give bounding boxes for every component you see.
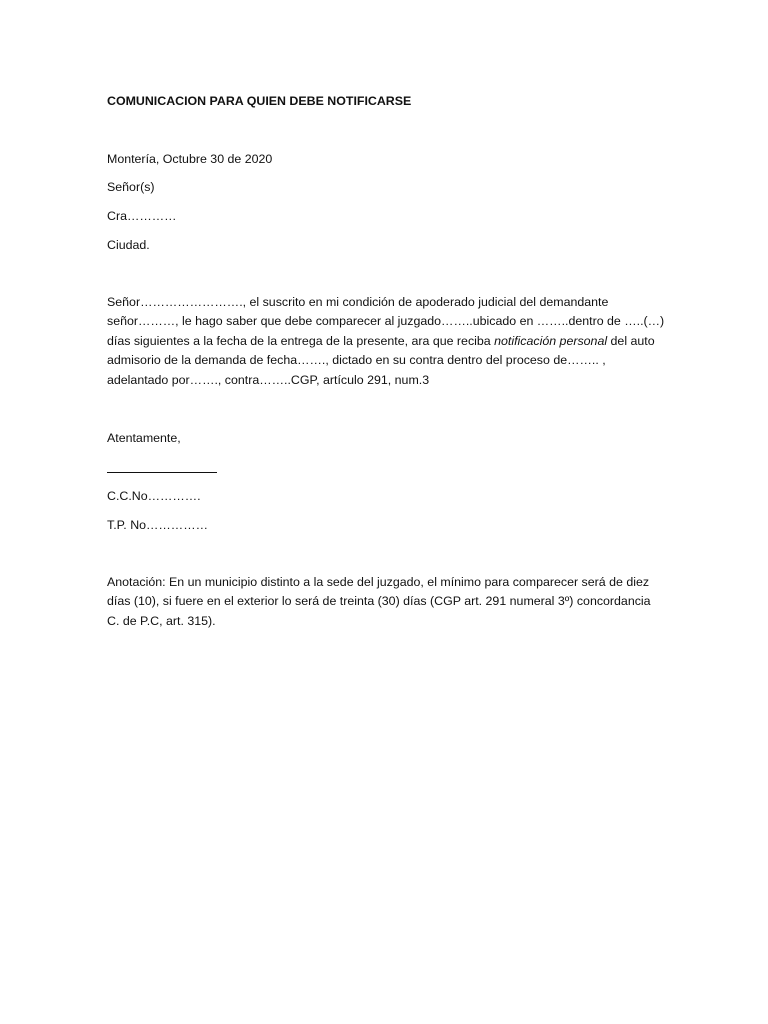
letter-body [107,293,667,390]
closing: Atentamente, [107,431,181,445]
cc-number-line: C.C.No…………. [107,489,201,503]
body-line-3 [107,332,667,351]
annotation-line-3: C. de P.C, art. 315). [107,613,216,628]
body-line-2: señor………, le hago saber que debe comparecer al juzgado……..ubicado en ……..dentro de …..(…) [107,314,665,329]
date-line: Montería, Octubre 30 de 2020 [107,152,273,166]
body-line-3-end: del auto [607,333,655,348]
body-line-3-start: días siguientes a la fecha de la entrega de la presente, ara que reciba [107,333,495,348]
annotation-line-2: días (10), si fuere en el exterior lo será de treinta (30) días (CGP art. 291 numeral 3º) concordancia [107,594,651,609]
annotation [107,573,667,631]
signature-line [107,472,217,473]
address-line: Cra………… [107,209,177,223]
notificacion-personal-emphasis: notificación personal [494,333,608,348]
city-line: Ciudad. [107,238,150,252]
salutation: Señor(s) [107,180,155,194]
document-title: COMUNICACION PARA QUIEN DEBE NOTIFICARSE [107,94,412,108]
body-line-5: adelantado por……., contra……..CGP, artículo 291, num.3 [107,372,430,387]
body-line-4: admisorio de la demanda de fecha……., dictado en su contra dentro del proceso de…….. , [107,353,606,368]
body-line-1: Señor……………………., el suscrito en mi condición de apoderado judicial del demandante [107,295,609,309]
annotation-line-1: Anotación: En un municipio distinto a la sede del juzgado, el mínimo para comparecer será de diez [107,575,650,589]
tp-number-line: T.P. No…………… [107,518,208,532]
